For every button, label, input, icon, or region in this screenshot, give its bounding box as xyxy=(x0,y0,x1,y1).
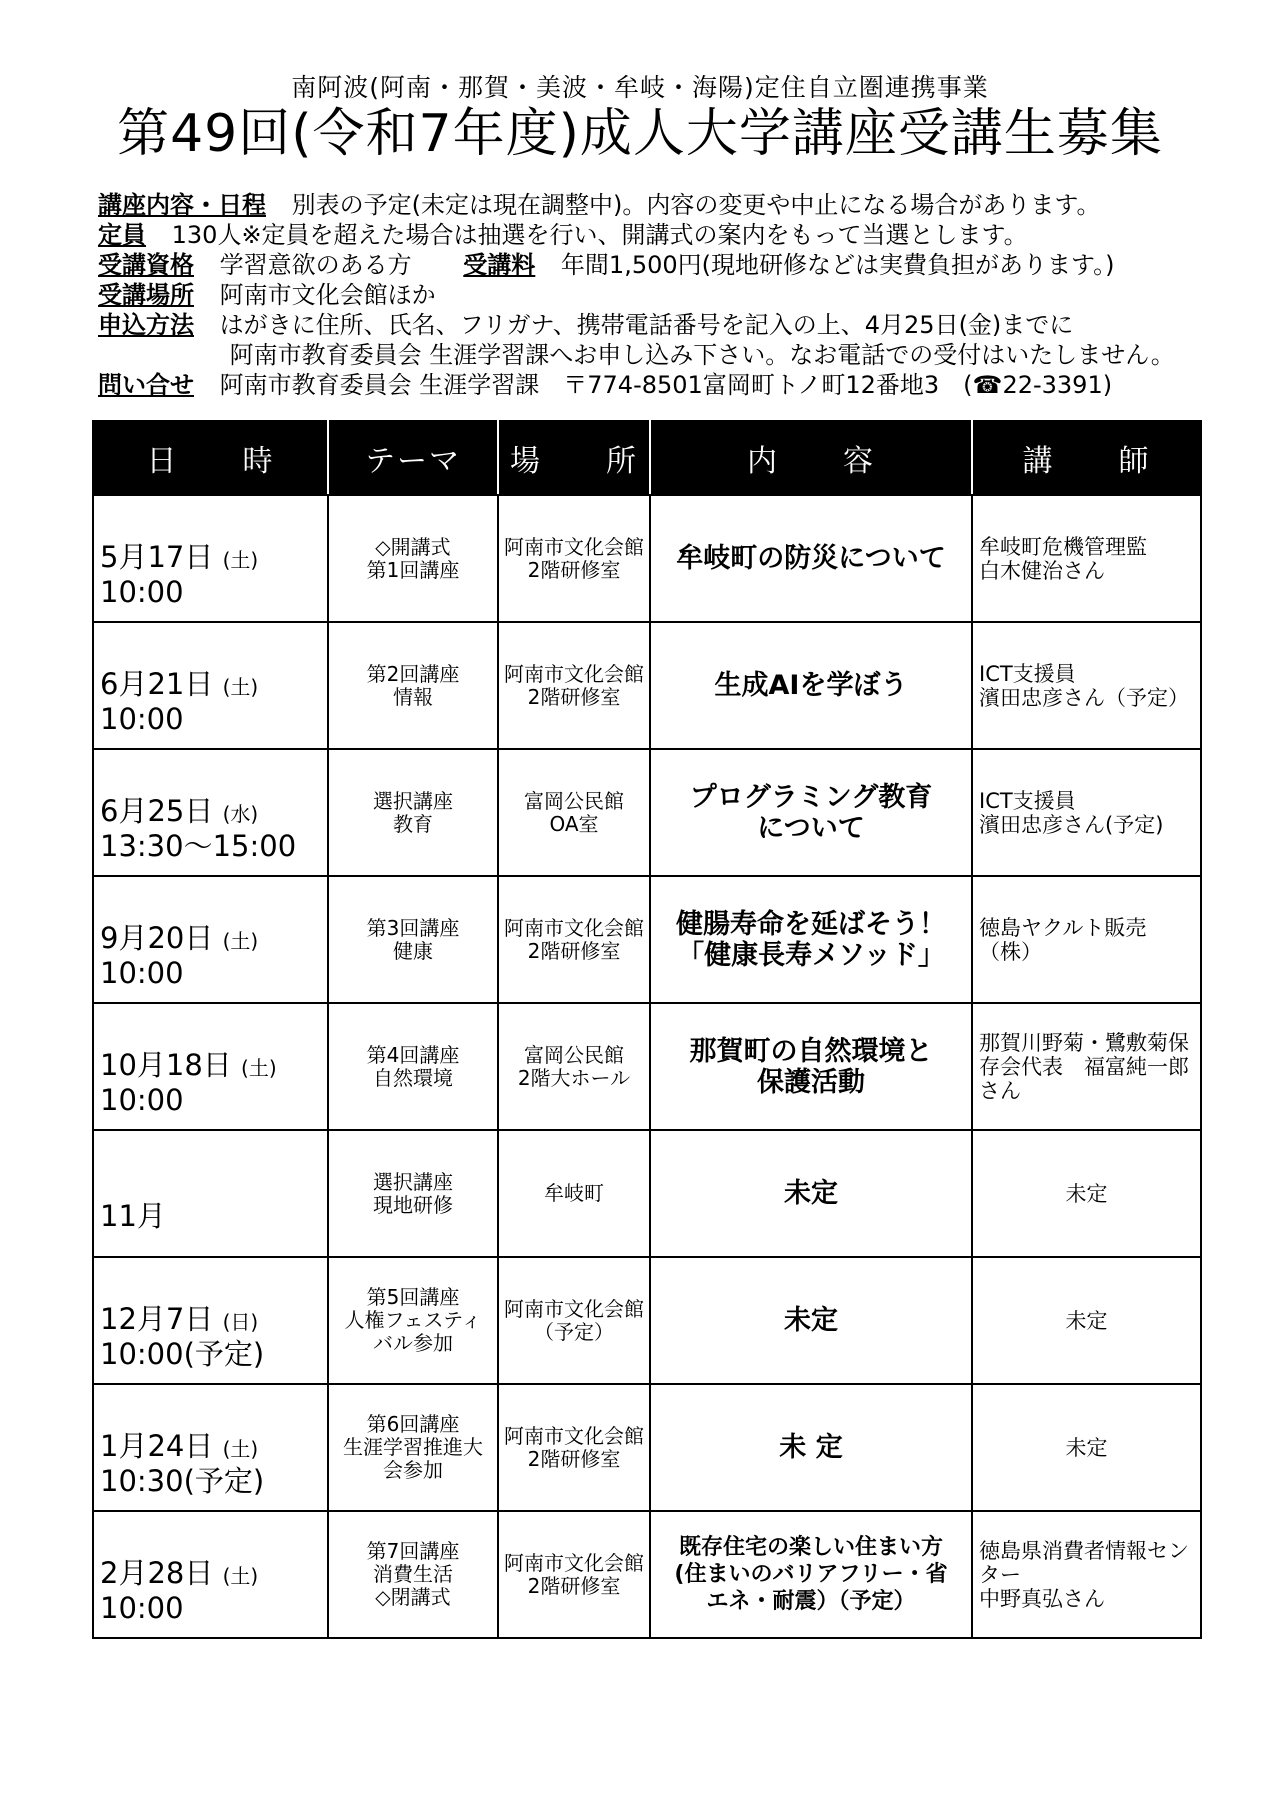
table-row xyxy=(93,876,1201,1003)
weekday: (土) xyxy=(222,1564,259,1588)
date: 9月20日 xyxy=(100,921,214,955)
row-content: 生成AIを学ぼう xyxy=(650,622,972,749)
row-place: 阿南市文化会館 （予定） xyxy=(498,1257,650,1384)
table-row xyxy=(93,749,1201,876)
header-datetime: 日 時 xyxy=(93,421,328,495)
row-content: 未定 xyxy=(650,1130,972,1257)
time: 10:00 xyxy=(100,1591,184,1625)
time: 10:30(予定) xyxy=(100,1464,265,1498)
time: 10:00 xyxy=(100,575,184,609)
time: 10:00 xyxy=(100,956,184,990)
row-theme: 第4回講座 自然環境 xyxy=(328,1003,498,1130)
table-row xyxy=(93,1130,1201,1257)
row-theme: 選択講座 現地研修 xyxy=(328,1130,498,1257)
table-row xyxy=(93,1511,1201,1638)
row-date xyxy=(93,1384,328,1511)
date: 11月 xyxy=(100,1198,166,1233)
time: 13:30〜15:00 xyxy=(100,829,297,863)
time: 10:00(予定) xyxy=(100,1337,265,1371)
row-date xyxy=(93,1511,328,1638)
row-content: 牟岐町の防災について xyxy=(650,495,972,622)
fee-text: 年間1,500円(現地研修などは実費負担があります。) xyxy=(560,251,1115,279)
row-theme: 第2回講座 情報 xyxy=(328,622,498,749)
row-theme: 第3回講座 健康 xyxy=(328,876,498,1003)
row-lecturer: ICT支援員 濱田忠彦さん（予定） xyxy=(972,622,1201,749)
table-row xyxy=(93,1257,1201,1384)
date: 5月17日 xyxy=(100,540,214,574)
content-text: 別表の予定(未定は現在調整中)。内容の変更や中止になる場合があります。 xyxy=(291,191,1101,219)
row-lecturer: 未定 xyxy=(972,1130,1201,1257)
info-apply xyxy=(98,310,1218,340)
header-content: 内 容 xyxy=(650,421,972,495)
fee-label: 受講料 xyxy=(463,251,536,279)
row-date xyxy=(93,876,328,1003)
info-section xyxy=(98,190,1218,400)
time: 10:00 xyxy=(100,702,184,736)
schedule-table xyxy=(92,420,1202,1639)
row-place: 阿南市文化会館 2階研修室 xyxy=(498,1511,650,1638)
row-place: 富岡公民館 OA室 xyxy=(498,749,650,876)
row-date xyxy=(93,622,328,749)
row-place: 阿南市文化会館 2階研修室 xyxy=(498,1384,650,1511)
weekday: (土) xyxy=(241,1056,277,1080)
row-lecturer: 徳島県消費者情報セン ター 中野真弘さん xyxy=(972,1511,1201,1638)
content-label: 講座内容・日程 xyxy=(98,191,266,219)
date: 12月7日 xyxy=(100,1302,214,1336)
subtitle: 南阿波(阿南・那賀・美波・牟岐・海陽)定住自立圏連携事業 xyxy=(291,73,989,102)
apply-text-2: 阿南市教育委員会 生涯学習課へお申し込み下さい。なお電話での受付はいたしません。 xyxy=(229,341,1175,369)
info-apply-cont xyxy=(98,340,1218,370)
date: 6月25日 xyxy=(100,794,214,828)
table-row xyxy=(93,622,1201,749)
qualification-label: 受講資格 xyxy=(98,251,194,279)
contact-text: 阿南市教育委員会 生涯学習課 〒774-8501富岡町トノ町12番地3 (☎22-3391) xyxy=(219,371,1113,399)
row-theme: 選択講座 教育 xyxy=(328,749,498,876)
header-place: 場 所 xyxy=(498,421,650,495)
venue-text: 阿南市文化会館ほか xyxy=(219,281,436,309)
row-place: 富岡公民館 2階大ホール xyxy=(498,1003,650,1130)
venue-label: 受講場所 xyxy=(98,281,194,309)
row-date xyxy=(93,1130,328,1257)
weekday: (土) xyxy=(222,675,259,699)
page-title: 第49回(令和7年度)成人大学講座受講生募集 xyxy=(117,104,1163,164)
row-lecturer: ICT支援員 濱田忠彦さん(予定) xyxy=(972,749,1201,876)
date: 10月18日 xyxy=(100,1048,232,1082)
row-place: 牟岐町 xyxy=(498,1130,650,1257)
qualification-text: 学習意欲のある方 xyxy=(219,251,412,279)
row-content: 未 定 xyxy=(650,1384,972,1511)
date: 1月24日 xyxy=(100,1429,214,1463)
row-theme: 第7回講座 消費生活 ◇閉講式 xyxy=(328,1511,498,1638)
date: 6月21日 xyxy=(100,667,214,701)
table-header-row xyxy=(93,421,1201,495)
header-theme: テーマ xyxy=(328,421,498,495)
weekday: (土) xyxy=(222,929,259,953)
info-content xyxy=(98,190,1218,220)
row-content: 未定 xyxy=(650,1257,972,1384)
row-lecturer: 牟岐町危機管理監 白木健治さん xyxy=(972,495,1201,622)
row-lecturer: 未定 xyxy=(972,1257,1201,1384)
table-row xyxy=(93,1003,1201,1130)
row-lecturer: 未定 xyxy=(972,1384,1201,1511)
weekday: (日) xyxy=(222,1310,259,1334)
table-row xyxy=(93,1384,1201,1511)
info-venue xyxy=(98,280,1218,310)
row-content: プログラミング教育 について xyxy=(650,749,972,876)
weekday: (土) xyxy=(222,1437,259,1461)
weekday: (土) xyxy=(222,548,259,572)
info-capacity xyxy=(98,220,1218,250)
row-date xyxy=(93,495,328,622)
table-row xyxy=(93,495,1201,622)
row-content: 既存住宅の楽しい住まい方 (住まいのバリアフリー・省 エネ・耐震）（予定） xyxy=(650,1511,972,1638)
info-contact xyxy=(98,370,1218,400)
row-theme: 第6回講座 生涯学習推進大 会参加 xyxy=(328,1384,498,1511)
row-place: 阿南市文化会館 2階研修室 xyxy=(498,495,650,622)
row-lecturer: 那賀川野菊・鷺敷菊保 存会代表 福富純一郎 さん xyxy=(972,1003,1201,1130)
row-date xyxy=(93,749,328,876)
info-qualification xyxy=(98,250,1218,280)
row-place: 阿南市文化会館 2階研修室 xyxy=(498,622,650,749)
apply-label: 申込方法 xyxy=(98,311,194,339)
row-date xyxy=(93,1003,328,1130)
capacity-label: 定員 xyxy=(98,221,146,249)
contact-label: 問い合せ xyxy=(98,371,194,399)
row-content: 健腸寿命を延ばそう！ 「健康長寿メソッド」 xyxy=(650,876,972,1003)
header-lecturer: 講 師 xyxy=(972,421,1201,495)
row-date xyxy=(93,1257,328,1384)
date: 2月28日 xyxy=(100,1556,214,1590)
row-content: 那賀町の自然環境と 保護活動 xyxy=(650,1003,972,1130)
capacity-text: 130人※定員を超えた場合は抽選を行い、開講式の案内をもって当選とします。 xyxy=(171,221,1028,249)
row-theme: 第5回講座 人権フェスティ バル参加 xyxy=(328,1257,498,1384)
row-theme: ◇開講式 第1回講座 xyxy=(328,495,498,622)
time: 10:00 xyxy=(100,1083,184,1117)
apply-text-1: はがきに住所、氏名、フリガナ、携帯電話番号を記入の上、4月25日(金)までに xyxy=(219,311,1074,339)
row-place: 阿南市文化会館 2階研修室 xyxy=(498,876,650,1003)
row-lecturer: 徳島ヤクルト販売 （株） xyxy=(972,876,1201,1003)
weekday: (水) xyxy=(222,802,259,826)
